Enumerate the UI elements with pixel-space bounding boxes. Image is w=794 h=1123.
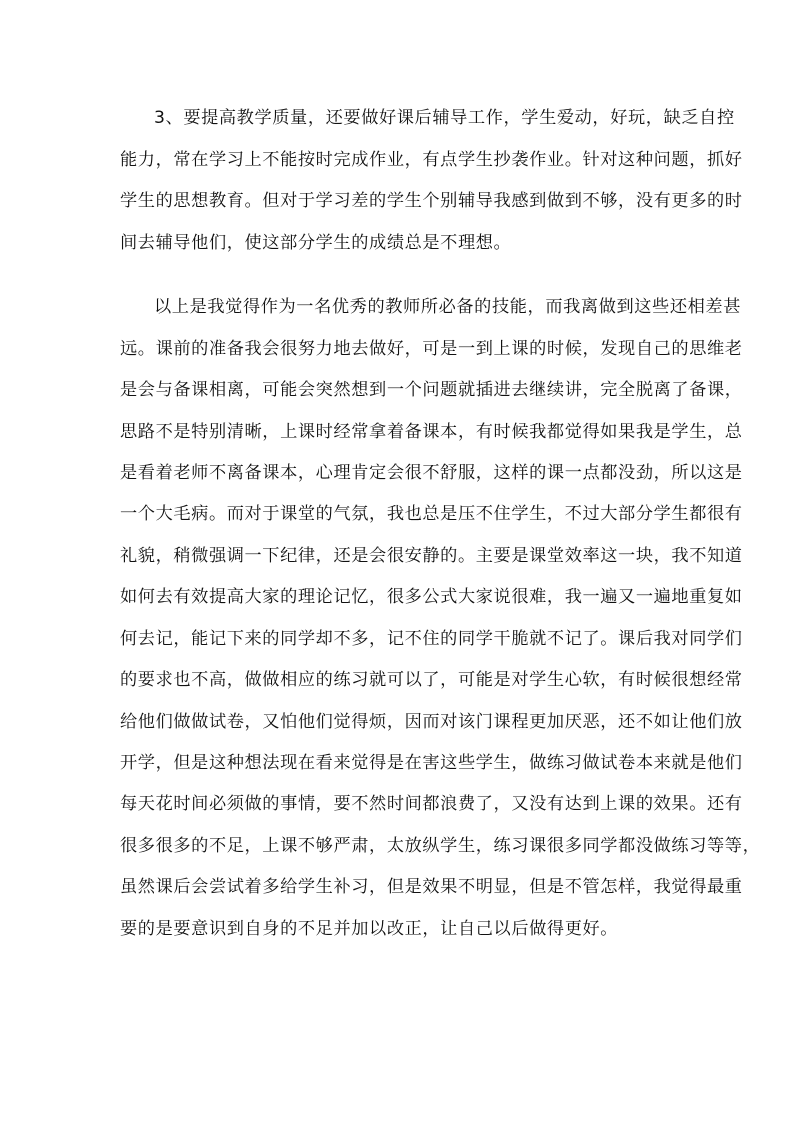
paragraph-line: 间去辅导他们，使这部分学生的成绩总是不理想。 [120, 233, 512, 253]
paragraph-line: 很多很多的不足，上课不够严肃，太放纵学生，练习课很多同学都没做练习等等， [120, 836, 761, 856]
paragraph-line: 是会与备课相离，可能会突然想到一个问题就插进去继续讲，完全脱离了备课， [120, 380, 743, 400]
paragraph-line: 礼貌，稍微强调一下纪律，还是会很安静的。主要是课堂效率这一块，我不知道 [120, 546, 743, 566]
paragraph-line: 每天花时间必须做的事情，要不然时间都浪费了，又没有达到上课的效果。还有 [120, 794, 743, 814]
paragraph-line: 如何去有效提高大家的理论记忆，很多公式大家说很难，我一遍又一遍地重复如 [120, 587, 743, 607]
paragraph-line: 学生的思想教育。但对于学习差的学生个别辅导我感到做到不够，没有更多的时 [120, 191, 743, 211]
paragraph-line: 3、要提高教学质量，还要做好课后辅导工作，学生爱动，好玩，缺乏自控 [154, 108, 735, 128]
paragraph-line: 要的是要意识到自身的不足并加以改正，让自己以后做得更好。 [120, 919, 619, 939]
paragraph-line: 能力，常在学习上不能按时完成作业，有点学生抄袭作业。针对这种问题，抓好 [120, 150, 743, 170]
paragraph-line: 何去记，能记下来的同学却不多，记不住的同学干脆就不记了。课后我对同学们 [120, 629, 743, 649]
paragraph-line: 开学，但是这种想法现在看来觉得是在害这些学生，做练习做试卷本来就是他们 [120, 753, 743, 773]
paragraph-line: 给他们做做试卷，又怕他们觉得烦，因而对该门课程更加厌恶，还不如让他们放 [120, 712, 743, 732]
paragraph-line: 虽然课后会尝试着多给学生补习，但是效果不明显，但是不管怎样，我觉得最重 [120, 877, 743, 897]
paragraph-line: 远。课前的准备我会很努力地去做好，可是一到上课的时候，发现自己的思维老 [120, 339, 743, 359]
paragraph-line: 思路不是特别清晰，上课时经常拿着备课本，有时候我都觉得如果我是学生，总 [120, 422, 743, 442]
paragraph-line: 是看着老师不离备课本，心理肯定会很不舒服，这样的课一点都没劲，所以这是 [120, 463, 743, 483]
paragraph-line: 一个大毛病。而对于课堂的气氛，我也总是压不住学生，不过大部分学生都很有 [120, 504, 743, 524]
paragraph-line: 以上是我觉得作为一名优秀的教师所必备的技能，而我离做到这些还相差甚 [154, 297, 741, 317]
paragraph-line: 的要求也不高，做做相应的练习就可以了，可能是对学生心软，有时候很想经常 [120, 670, 743, 690]
